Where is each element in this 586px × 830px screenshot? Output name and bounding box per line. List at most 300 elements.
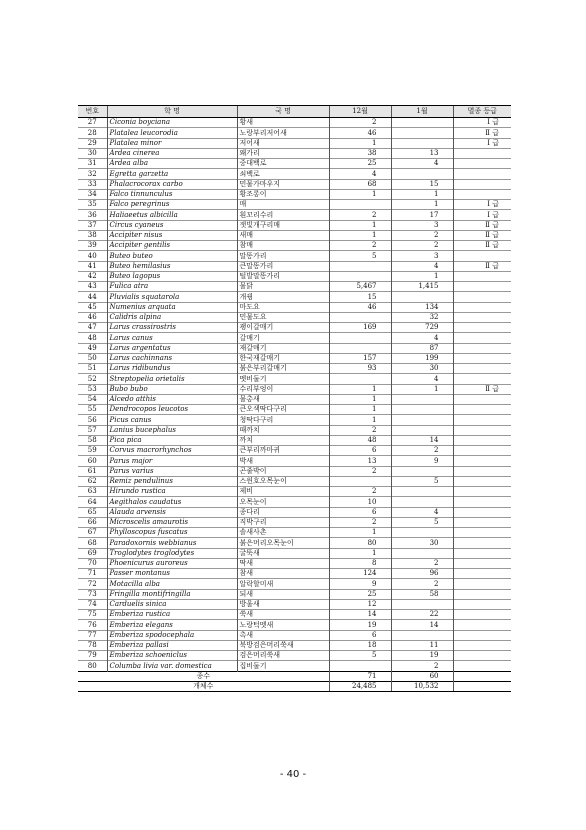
scientific-name: Remiz pendulinus: [107, 476, 237, 486]
table-row: [78, 169, 511, 179]
december-count: 2: [329, 466, 391, 476]
table-row: [78, 456, 511, 466]
table-row: [78, 282, 511, 292]
table-row: [78, 230, 511, 240]
january-count: [391, 425, 453, 435]
january-count: [391, 548, 453, 558]
december-count: 1: [329, 189, 391, 199]
scientific-name: Bubo bubo: [107, 384, 237, 394]
january-count: 1: [391, 200, 453, 210]
row-number: 51: [78, 364, 107, 374]
january-count: 3: [391, 251, 453, 261]
total-december: 24,485: [329, 681, 391, 691]
row-number: 77: [78, 630, 107, 640]
table-row: [78, 415, 511, 425]
scientific-name: Phalacrocorax carbo: [107, 179, 237, 189]
scientific-name: Troglodytes troglodytes: [107, 548, 237, 558]
january-count: [391, 292, 453, 302]
january-count: [391, 599, 453, 609]
table-row: [78, 128, 511, 138]
january-count: 2: [391, 579, 453, 589]
scientific-name: Falco tinnunculus: [107, 189, 237, 199]
row-number: 29: [78, 138, 107, 148]
row-number: 28: [78, 128, 107, 138]
table-row: [78, 251, 511, 261]
endangered-grade: [453, 159, 511, 169]
endangered-grade: [453, 312, 511, 322]
january-count: 5: [391, 517, 453, 527]
endangered-grade: [453, 507, 511, 517]
january-count: 729: [391, 323, 453, 333]
january-count: 96: [391, 569, 453, 579]
korean-name: 방울새: [237, 599, 329, 609]
endangered-grade: [453, 302, 511, 312]
table-row: [78, 374, 511, 384]
scientific-name: Carduelis sinica: [107, 599, 237, 609]
december-count: 13: [329, 456, 391, 466]
row-number: 80: [78, 661, 107, 671]
row-number: 72: [78, 579, 107, 589]
scientific-name: Emberiza schoeniclus: [107, 651, 237, 661]
table-row: [78, 138, 511, 148]
january-count: [391, 466, 453, 476]
scientific-name: Hirundo rustica: [107, 487, 237, 497]
endangered-grade: [453, 456, 511, 466]
table-row: [78, 302, 511, 312]
endangered-grade: [453, 415, 511, 425]
endangered-grade: Ⅱ 급: [453, 241, 511, 251]
december-count: 46: [329, 128, 391, 138]
december-count: 10: [329, 497, 391, 507]
korean-name: 제비: [237, 487, 329, 497]
row-number: 33: [78, 179, 107, 189]
table-row: [78, 179, 511, 189]
row-number: 40: [78, 251, 107, 261]
table-row: [78, 241, 511, 251]
row-number: 58: [78, 435, 107, 445]
table-header-row: [78, 106, 511, 118]
december-count: 93: [329, 364, 391, 374]
header-endangered-grade: 멸종 등급: [453, 106, 511, 118]
korean-name: 물닭: [237, 282, 329, 292]
table-row: [78, 610, 511, 620]
row-number: 61: [78, 466, 107, 476]
total-row: [78, 681, 511, 691]
december-count: 124: [329, 569, 391, 579]
endangered-grade: [453, 425, 511, 435]
scientific-name: Emberiza rustica: [107, 610, 237, 620]
december-count: [329, 333, 391, 343]
row-number: 49: [78, 343, 107, 353]
table-row: [78, 558, 511, 568]
endangered-grade: Ⅱ 급: [453, 384, 511, 394]
korean-name: 스윈호오목눈이: [237, 476, 329, 486]
korean-name: 참새: [237, 569, 329, 579]
scientific-name: Ciconia boyciana: [107, 118, 237, 128]
row-number: 41: [78, 261, 107, 271]
row-number: 47: [78, 323, 107, 333]
december-count: 19: [329, 620, 391, 630]
endangered-grade: [453, 538, 511, 548]
row-number: 39: [78, 241, 107, 251]
december-count: 8: [329, 558, 391, 568]
row-number: 68: [78, 538, 107, 548]
scientific-name: Fulica atra: [107, 282, 237, 292]
scientific-name: Pica pica: [107, 435, 237, 445]
korean-name: 큰부리까마귀: [237, 446, 329, 456]
row-number: 65: [78, 507, 107, 517]
row-number: 64: [78, 497, 107, 507]
korean-name: 멧비둘기: [237, 374, 329, 384]
species-table: [78, 105, 511, 692]
table-row: [78, 569, 511, 579]
scientific-name: Microscelis amaurotis: [107, 517, 237, 527]
scientific-name: Platalea minor: [107, 138, 237, 148]
january-count: [391, 138, 453, 148]
endangered-grade: [453, 640, 511, 650]
december-count: 25: [329, 589, 391, 599]
december-count: 6: [329, 507, 391, 517]
header-december: 12월: [329, 106, 391, 118]
january-count: 4: [391, 261, 453, 271]
table-row: [78, 343, 511, 353]
december-count: [329, 271, 391, 281]
scientific-name: Numenius arquata: [107, 302, 237, 312]
scientific-name: Phylloscopus fuscatus: [107, 528, 237, 538]
scientific-name: Larus crassirostris: [107, 323, 237, 333]
table-row: [78, 364, 511, 374]
endangered-grade: [453, 394, 511, 404]
endangered-grade: [453, 476, 511, 486]
endangered-grade: [453, 189, 511, 199]
total-label: 개체수: [78, 681, 329, 691]
table-row: [78, 394, 511, 404]
december-count: [329, 374, 391, 384]
scientific-name: Accipiter nisus: [107, 230, 237, 240]
scientific-name: Parus varius: [107, 466, 237, 476]
endangered-grade: Ⅰ 급: [453, 118, 511, 128]
row-number: 55: [78, 405, 107, 415]
endangered-grade: [453, 148, 511, 158]
december-count: 6: [329, 630, 391, 640]
korean-name: 딱새: [237, 558, 329, 568]
korean-name: 쇠백로: [237, 169, 329, 179]
scientific-name: Accipiter gentilis: [107, 241, 237, 251]
scientific-name: Passer montanus: [107, 569, 237, 579]
scientific-name: Fringilla montifringilla: [107, 589, 237, 599]
korean-name: 쑥새: [237, 610, 329, 620]
table-row: [78, 261, 511, 271]
endangered-grade: [453, 333, 511, 343]
korean-name: 북방검은머리쑥새: [237, 640, 329, 650]
total-row: [78, 671, 511, 681]
page-number: - 40 -: [279, 769, 307, 780]
table-row: [78, 630, 511, 640]
endangered-grade: [453, 353, 511, 363]
korean-name: 알락할미새: [237, 579, 329, 589]
endangered-grade: [453, 364, 511, 374]
row-number: 56: [78, 415, 107, 425]
endangered-grade: [453, 528, 511, 538]
korean-name: 까치: [237, 435, 329, 445]
december-count: 2: [329, 241, 391, 251]
december-count: 1: [329, 394, 391, 404]
december-count: 4: [329, 169, 391, 179]
january-count: 2: [391, 446, 453, 456]
endangered-grade: [453, 599, 511, 609]
korean-name: 말똥가리: [237, 251, 329, 261]
january-count: [391, 394, 453, 404]
endangered-grade: [453, 558, 511, 568]
scientific-name: Parus major: [107, 456, 237, 466]
row-number: 50: [78, 353, 107, 363]
endangered-grade: Ⅱ 급: [453, 128, 511, 138]
scientific-name: Lanius bucephalus: [107, 425, 237, 435]
scientific-name: Larus argentatus: [107, 343, 237, 353]
table-footer: [78, 671, 511, 692]
scientific-name: Larus ridibundus: [107, 364, 237, 374]
row-number: 53: [78, 384, 107, 394]
table-row: [78, 579, 511, 589]
endangered-grade: [453, 292, 511, 302]
january-count: 2: [391, 241, 453, 251]
table-row: [78, 425, 511, 435]
scientific-name: Platalea leucorodia: [107, 128, 237, 138]
scientific-name: Larus canus: [107, 333, 237, 343]
january-count: [391, 118, 453, 128]
table-row: [78, 220, 511, 230]
december-count: [329, 261, 391, 271]
endangered-grade: [453, 374, 511, 384]
korean-name: 중대백로: [237, 159, 329, 169]
january-count: [391, 405, 453, 415]
scientific-name: Buteo hemilasius: [107, 261, 237, 271]
korean-name: 새매: [237, 230, 329, 240]
korean-name: 굴뚝새: [237, 548, 329, 558]
endangered-grade: [453, 343, 511, 353]
korean-name: 붉은머리오목눈이: [237, 538, 329, 548]
scientific-name: Circus cyaneus: [107, 220, 237, 230]
endangered-grade: [453, 569, 511, 579]
endangered-grade: [453, 548, 511, 558]
korean-name: 마도요: [237, 302, 329, 312]
december-count: 1: [329, 138, 391, 148]
table-row: [78, 487, 511, 497]
december-count: [329, 661, 391, 671]
row-number: 48: [78, 333, 107, 343]
row-number: 30: [78, 148, 107, 158]
january-count: 1: [391, 189, 453, 199]
january-count: 87: [391, 343, 453, 353]
scientific-name: Dendrocopos leucotos: [107, 405, 237, 415]
table-row: [78, 333, 511, 343]
december-count: 1: [329, 405, 391, 415]
table-row: [78, 118, 511, 128]
december-count: 5: [329, 251, 391, 261]
scientific-name: Emberiza pallasi: [107, 640, 237, 650]
endangered-grade: [453, 487, 511, 497]
table-row: [78, 148, 511, 158]
december-count: 157: [329, 353, 391, 363]
scientific-name: Emberiza elegans: [107, 620, 237, 630]
korean-name: 때까치: [237, 425, 329, 435]
endangered-grade: [453, 271, 511, 281]
december-count: 48: [329, 435, 391, 445]
december-count: 68: [329, 179, 391, 189]
korean-name: 박새: [237, 456, 329, 466]
korean-name: 한국재갈매기: [237, 353, 329, 363]
header-korean-name: 국 명: [237, 106, 329, 118]
december-count: 18: [329, 640, 391, 650]
table-row: [78, 189, 511, 199]
korean-name: 털발말똥가리: [237, 271, 329, 281]
december-count: [329, 476, 391, 486]
january-count: 5: [391, 476, 453, 486]
table-row: [78, 210, 511, 220]
row-number: 78: [78, 640, 107, 650]
row-number: 63: [78, 487, 107, 497]
endangered-grade: Ⅰ 급: [453, 210, 511, 220]
january-count: [391, 497, 453, 507]
row-number: 27: [78, 118, 107, 128]
december-count: 6: [329, 446, 391, 456]
january-count: 32: [391, 312, 453, 322]
row-number: 57: [78, 425, 107, 435]
korean-name: 솔새사촌: [237, 528, 329, 538]
scientific-name: Haliaeetus albicilla: [107, 210, 237, 220]
january-count: 134: [391, 302, 453, 312]
row-number: 36: [78, 210, 107, 220]
scientific-name: Ardea cinerea: [107, 148, 237, 158]
january-count: [391, 528, 453, 538]
scientific-name: Egretta garzetta: [107, 169, 237, 179]
table-row: [78, 384, 511, 394]
january-count: 19: [391, 651, 453, 661]
row-number: 70: [78, 558, 107, 568]
table-row: [78, 312, 511, 322]
endangered-grade: [453, 323, 511, 333]
scientific-name: Phoenicurus auroreus: [107, 558, 237, 568]
table-row: [78, 528, 511, 538]
endangered-grade: [453, 466, 511, 476]
december-count: 15: [329, 292, 391, 302]
scientific-name: Buteo buteo: [107, 251, 237, 261]
january-count: 4: [391, 374, 453, 384]
row-number: 62: [78, 476, 107, 486]
january-count: 2: [391, 230, 453, 240]
table-row: [78, 323, 511, 333]
december-count: 12: [329, 599, 391, 609]
korean-name: 갈매기: [237, 333, 329, 343]
january-count: 2: [391, 558, 453, 568]
endangered-grade: [453, 251, 511, 261]
january-count: 1,415: [391, 282, 453, 292]
korean-name: 괭이갈매기: [237, 323, 329, 333]
row-number: 46: [78, 312, 107, 322]
january-count: 30: [391, 364, 453, 374]
total-december: 71: [329, 671, 391, 681]
table-row: [78, 507, 511, 517]
endangered-grade: Ⅱ 급: [453, 261, 511, 271]
scientific-name: Columba livia var. domestica: [107, 661, 237, 671]
row-number: 44: [78, 292, 107, 302]
january-count: 14: [391, 435, 453, 445]
korean-name: 종다리: [237, 507, 329, 517]
table-row: [78, 548, 511, 558]
korean-name: 물총새: [237, 394, 329, 404]
row-number: 31: [78, 159, 107, 169]
december-count: 1: [329, 548, 391, 558]
december-count: 2: [329, 210, 391, 220]
header-number: 번호: [78, 106, 107, 118]
endangered-grade: [453, 517, 511, 527]
row-number: 67: [78, 528, 107, 538]
row-number: 45: [78, 302, 107, 312]
row-number: 38: [78, 230, 107, 240]
table-row: [78, 292, 511, 302]
korean-name: 수리부엉이: [237, 384, 329, 394]
endangered-grade: [453, 589, 511, 599]
row-number: 79: [78, 651, 107, 661]
january-count: 4: [391, 159, 453, 169]
total-january: 60: [391, 671, 453, 681]
december-count: 14: [329, 610, 391, 620]
scientific-name: Buteo lagopus: [107, 271, 237, 281]
table-row: [78, 466, 511, 476]
scientific-name: Falco peregrinus: [107, 200, 237, 210]
endangered-grade: [453, 579, 511, 589]
january-count: [391, 169, 453, 179]
scientific-name: Paradoxornis webbianus: [107, 538, 237, 548]
korean-name: 잿빛개구리매: [237, 220, 329, 230]
scientific-name: Alauda arvensis: [107, 507, 237, 517]
table-row: [78, 405, 511, 415]
january-count: 14: [391, 620, 453, 630]
december-count: 25: [329, 159, 391, 169]
table-row: [78, 159, 511, 169]
december-count: 2: [329, 118, 391, 128]
scientific-name: Pluvialis squatarola: [107, 292, 237, 302]
row-number: 60: [78, 456, 107, 466]
december-count: 1: [329, 415, 391, 425]
korean-name: 청딱다구리: [237, 415, 329, 425]
table-row: [78, 353, 511, 363]
korean-name: 큰말똥가리: [237, 261, 329, 271]
row-number: 69: [78, 548, 107, 558]
header-january: 1월: [391, 106, 453, 118]
table-row: [78, 620, 511, 630]
row-number: 75: [78, 610, 107, 620]
scientific-name: Streptopelia orietalis: [107, 374, 237, 384]
row-number: 43: [78, 282, 107, 292]
endangered-grade: Ⅰ 급: [453, 200, 511, 210]
scientific-name: Picus canus: [107, 415, 237, 425]
table-row: [78, 599, 511, 609]
korean-name: 검은머리쑥새: [237, 651, 329, 661]
total-january: 10,532: [391, 681, 453, 691]
row-number: 35: [78, 200, 107, 210]
scientific-name: Corvus macrorhynchos: [107, 446, 237, 456]
january-count: 2: [391, 661, 453, 671]
december-count: 2: [329, 487, 391, 497]
december-count: 1: [329, 220, 391, 230]
january-count: 30: [391, 538, 453, 548]
january-count: 4: [391, 333, 453, 343]
row-number: 42: [78, 271, 107, 281]
table-row: [78, 497, 511, 507]
december-count: 46: [329, 302, 391, 312]
korean-name: 붉은부리갈매기: [237, 364, 329, 374]
